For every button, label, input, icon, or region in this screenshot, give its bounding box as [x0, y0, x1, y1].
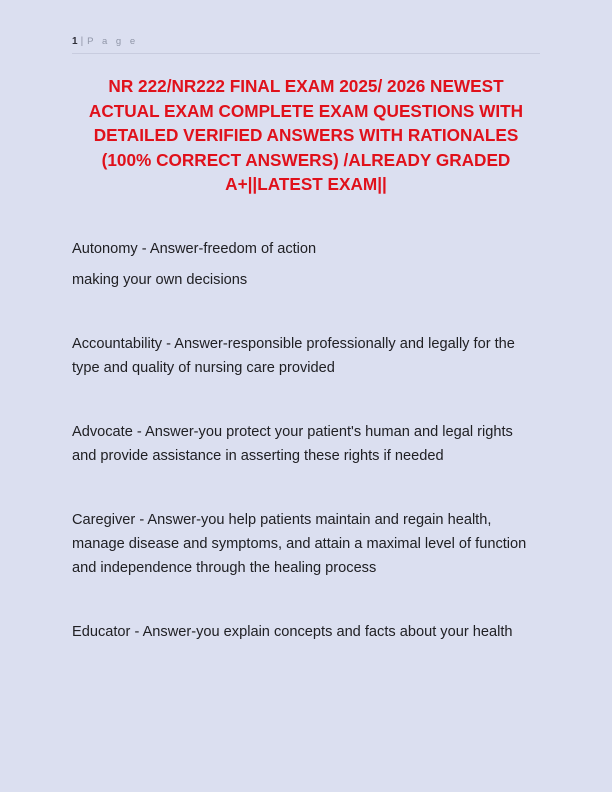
qa-definition-continued: making your own decisions — [72, 271, 248, 288]
header-separator: | — [80, 36, 84, 47]
qa-block-autonomy — [72, 237, 540, 292]
qa-block-caregiver — [72, 508, 540, 580]
qa-block-advocate — [72, 420, 540, 468]
document-body — [72, 237, 540, 644]
qa-term-definition: Accountability - Answer-responsible professionally and legally for the type and quality of nursing care provided — [72, 335, 515, 376]
qa-term-definition: Caregiver - Answer-you help patients maintain and regain health, manage disease and symptoms, and attain a maximal level of function and independence through the healing process — [72, 511, 527, 576]
qa-block-accountability — [72, 332, 540, 380]
qa-term-definition: Educator - Answer-you explain concepts and facts about your health — [72, 623, 513, 640]
qa-term-definition: Advocate - Answer-you protect your patient's human and legal rights and provide assistance in asserting these rights if needed — [72, 423, 513, 464]
page-label: P a g e — [87, 36, 139, 47]
document-title: NR 222/NR222 FINAL EXAM 2025/ 2026 NEWEST ACTUAL EXAM COMPLETE EXAM QUESTIONS WITH DETAILED VERIFIED ANSWERS WITH RATIONALES (100% CORRECT ANSWERS) /ALREADY GRADED A+||LATEST EXAM|| — [88, 76, 524, 194]
qa-block-educator — [72, 620, 540, 644]
qa-term-definition: Autonomy - Answer-freedom of action — [72, 240, 317, 257]
page-number: 1 — [72, 36, 78, 47]
page-header — [72, 36, 540, 54]
